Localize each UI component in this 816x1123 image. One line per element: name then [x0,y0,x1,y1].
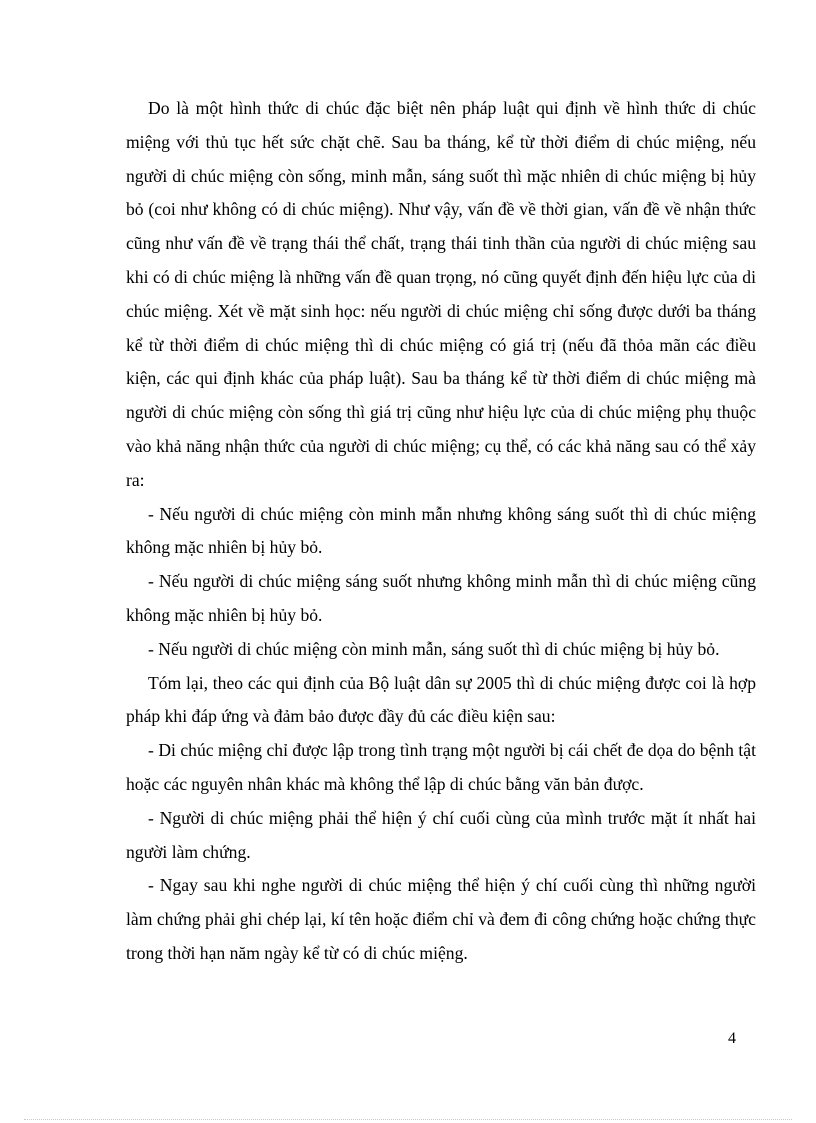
paragraph-case-3: - Nếu người di chúc miệng còn minh mẫn, sáng suốt thì di chúc miệng bị hủy bỏ. [148,638,720,659]
paragraph-case-2: - Nếu người di chúc miệng sáng suốt nhưng không minh mẫn thì di chúc miệng cũng không mặc nhiên bị hủy bỏ. [126,571,756,625]
document-body [126,92,756,971]
paragraph-condition-3: - Ngay sau khi nghe người di chúc miệng thể hiện ý chí cuối cùng thì những người làm chứng phải ghi chép lại, kí tên hoặc điểm chỉ và đem đi công chứng hoặc chứng thực trong thời hạn năm ngày kể từ có di chúc miệng. [126,875,756,963]
page-number: 4 [728,1030,736,1047]
paragraph-condition-1: - Di chúc miệng chỉ được lập trong tình trạng một người bị cái chết đe dọa do bệnh tật hoặc các nguyên nhân khác mà không thể lập di chúc bằng văn bản được. [126,740,756,794]
page-bottom-divider [24,1119,792,1120]
paragraph-case-1: - Nếu người di chúc miệng còn minh mẫn nhưng không sáng suốt thì di chúc miệng không mặc nhiên bị hủy bỏ. [126,503,756,558]
paragraph-condition-2: - Người di chúc miệng phải thể hiện ý chí cuối cùng của mình trước mặt ít nhất hai người làm chứng. [126,807,756,862]
paragraph-summary: Tóm lại, theo các qui định của Bộ luật dân sự 2005 thì di chúc miệng được coi là hợp pháp khi đáp ứng và đảm bảo được đầy đủ các điều kiện sau: [126,672,756,727]
paragraph-intro: Do là một hình thức di chúc đặc biệt nên pháp luật qui định về hình thức di chúc miệng với thủ tục hết sức chặt chẽ. Sau ba tháng, kể từ thời điểm di chúc miệng, nếu người di chúc miệng còn sống, minh mẫn, sáng suốt thì mặc nhiên di chúc miệng bị hủy bỏ (coi như không có di chúc miệng). Như vậy, vấn đề về thời gian, vấn đề về nhận thức cũng như vấn đề về trạng thái thể chất, trạng thái tinh thần của người di chúc miệng sau khi có di chúc miệng là những vấn đề quan trọng, nó cũng quyết định đến hiệu lực của di chúc miệng. Xét về mặt sinh học: nếu người di chúc miệng chỉ sống được dưới ba tháng kể từ thời điểm di chúc miệng thì di chúc miệng có giá trị (nếu đã thỏa mãn các điều kiện, các qui định khác của pháp luật). Sau ba tháng kể từ thời điểm di chúc miệng mà người di chúc miệng còn sống thì giá trị cũng như hiệu lực của di chúc miệng phụ thuộc vào khả năng nhận thức của người di chúc miệng; cụ thể, có các khả năng sau có thể xảy ra: [126,98,756,490]
